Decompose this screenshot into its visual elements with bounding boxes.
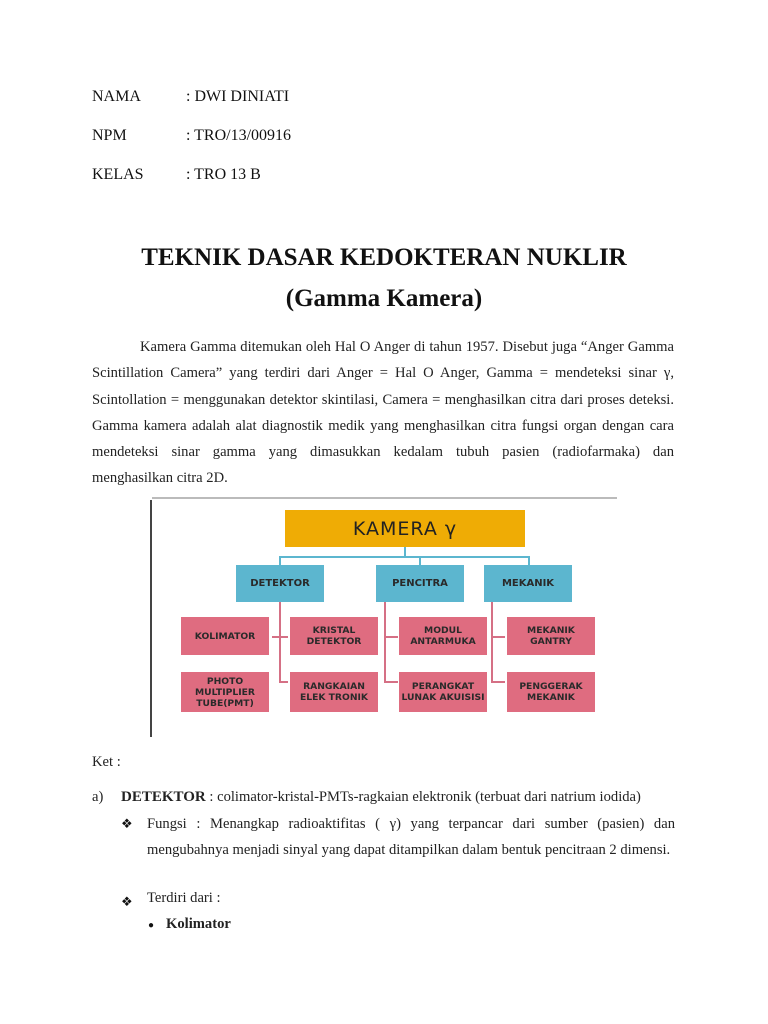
list-marker-a: a) <box>92 789 104 805</box>
field-value: : TRO/13/00916 <box>186 127 292 144</box>
field-label: NAMA <box>92 88 141 105</box>
intro-paragraph: Kamera Gamma ditemukan oleh Hal O Anger di tahun 1957. Disebut juga “Anger Gamma Scintillation Camera” yang terdiri dari Anger = Hal O Anger, Gamma = mendeteksi sinar γ, Scintollation = menggunakan detektor skintilasi, Camera = menghasilkan citra dari proses deteksi. Gamma kamera adalah alat diagnostik medik yang menghasilkan citra fungsi organ dengan cara mendeteksi sinar gamma yang dimasukkan kedalam tubuh pasien (radiofarmaka) dan menghasilkan citra 2D. <box>92 339 674 487</box>
connector <box>279 681 288 683</box>
diamond-bullet-icon: ❖ <box>121 894 133 909</box>
connector <box>491 636 505 638</box>
kamera-gamma-diagram <box>150 497 617 737</box>
connector <box>384 681 398 683</box>
node-rangkaian-elektronik: RANGKAIAN ELEK TRONIK <box>290 672 378 712</box>
term-detektor: DETEKTOR <box>121 789 206 805</box>
connector <box>491 681 505 683</box>
node-penggerak-mekanik: PENGGERAK MEKANIK <box>507 672 595 712</box>
connector <box>419 556 421 565</box>
field-value: : TRO 13 B <box>186 166 261 183</box>
root-node: KAMERA γ <box>285 510 525 547</box>
page-title: TEKNIK DASAR KEDOKTERAN NUKLIR <box>141 244 627 271</box>
node-pencitra: PENCITRA <box>376 565 464 602</box>
bullet-terdiri-dari: Terdiri dari : <box>147 890 221 906</box>
field-label: NPM <box>92 127 127 144</box>
term-description: : colimator-kristal-PMTs-ragkaian elektronik (terbuat dari natrium iodida) <box>205 789 641 805</box>
sub-bullet-kolimator: Kolimator <box>166 916 231 932</box>
connector <box>384 602 386 682</box>
diamond-bullet-icon: ❖ <box>121 816 133 831</box>
connector <box>491 602 493 682</box>
dot-bullet-icon: ● <box>148 920 155 931</box>
connector <box>279 556 529 558</box>
node-kristal-detektor: KRISTAL DETEKTOR <box>290 617 378 655</box>
ket-label: Ket : <box>92 754 121 770</box>
field-value: : DWI DINIATI <box>186 88 290 105</box>
connector <box>272 636 288 638</box>
node-detektor: DETEKTOR <box>236 565 324 602</box>
node-mekanik: MEKANIK <box>484 565 572 602</box>
connector <box>528 556 530 565</box>
connector <box>384 636 398 638</box>
list-item-detektor <box>121 789 641 806</box>
image-border-left <box>150 500 152 737</box>
bullet-fungsi: Fungsi : Menangkap radioaktifitas ( γ) yang terpancar dari sumber (pasien) dan mengubahnya menjadi sinyal yang dapat ditampilkan dalam bentuk pencitraan 2 dimensi. <box>147 816 675 859</box>
node-modul-antarmuka: MODUL ANTARMUKA <box>399 617 487 655</box>
connector <box>279 556 281 565</box>
connector <box>279 602 281 682</box>
node-kolimator: KOLIMATOR <box>181 617 269 655</box>
page-subtitle: (Gamma Kamera) <box>285 285 483 312</box>
node-mekanik-gantry: MEKANIK GANTRY <box>507 617 595 655</box>
field-label: KELAS <box>92 166 144 183</box>
node-perangkat-lunak-akuisisi: PERANGKAT LUNAK AKUISISI <box>399 672 487 712</box>
image-border-top <box>152 497 617 499</box>
node-pmt: PHOTO MULTIPLIER TUBE(PMT) <box>181 672 269 712</box>
